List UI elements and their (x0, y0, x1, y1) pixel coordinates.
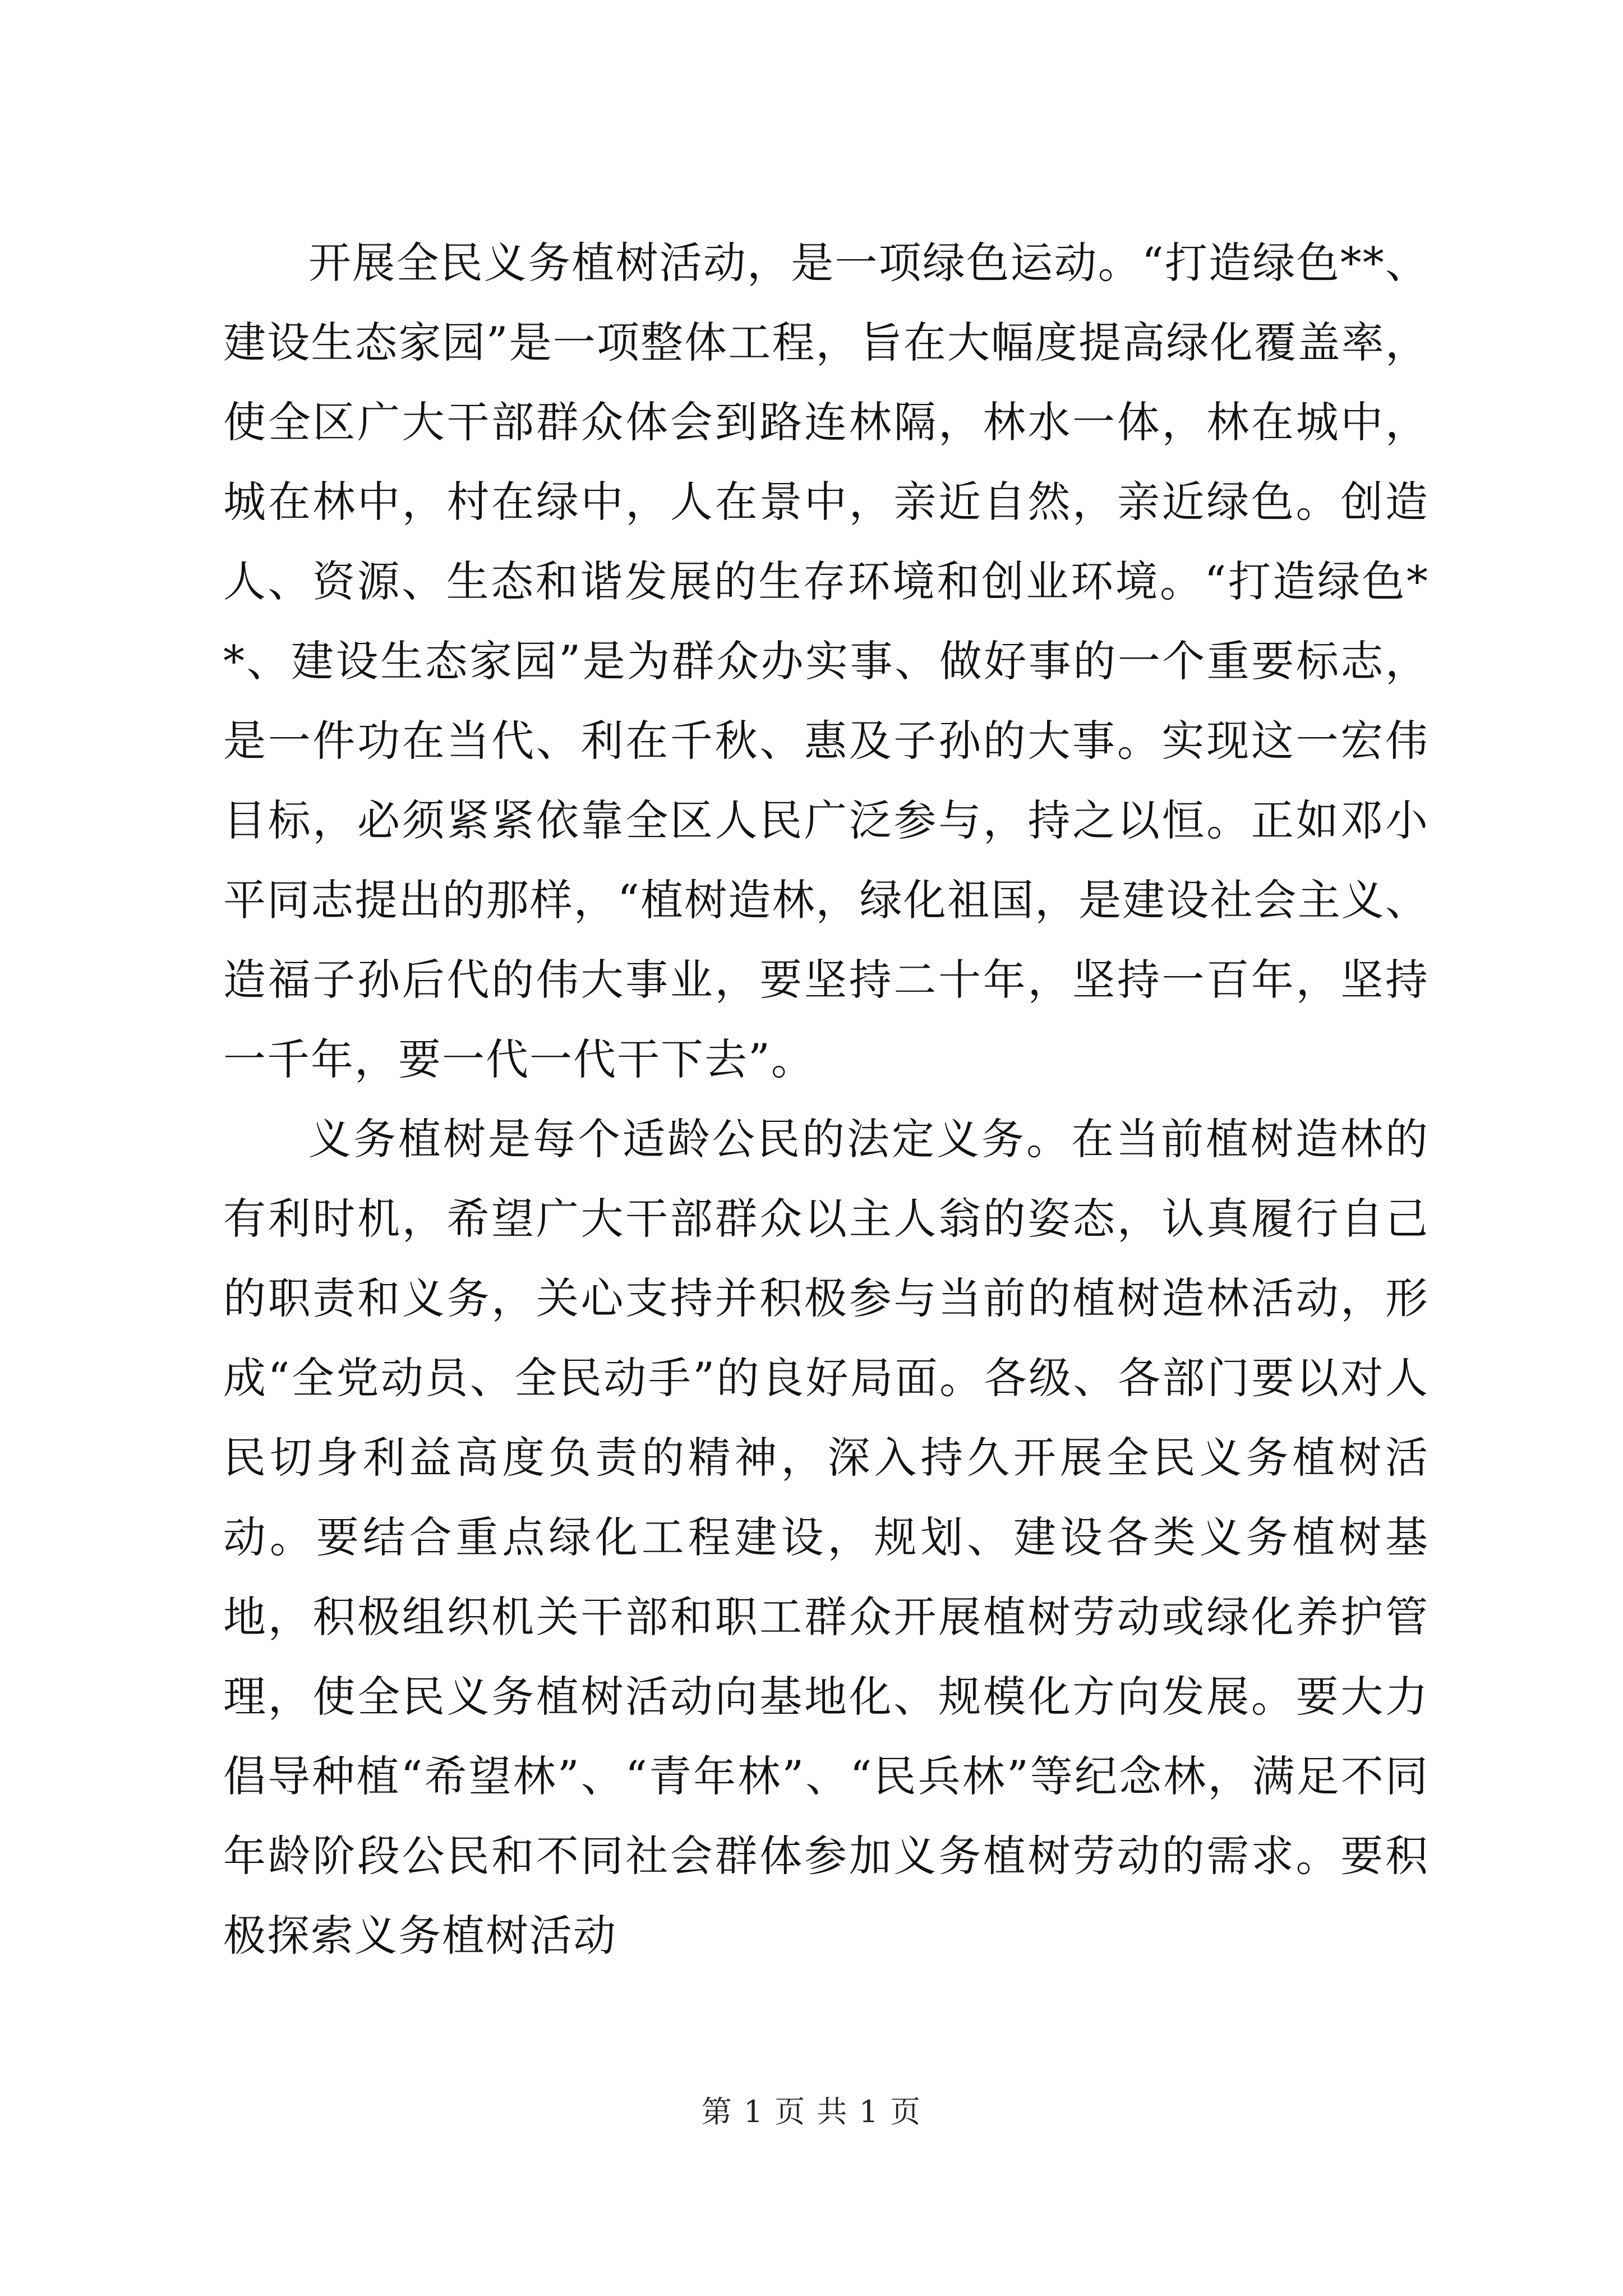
paragraph-1: 开展全民义务植树活动，是一项绿色运动。“打造绿色**、建设生态家园”是一项整体工程，旨在大幅度提高绿化覆盖率，使全区广大干部群众体会到路连林隔，林水一体，林在城中，城在林中，村在绿中，人在景中，亲近自然，亲近绿色。创造人、资源、生态和谐发展的生存环境和创业环境。“打造绿色**、建设生态家园”是为群众办实事、做好事的一个重要标志，是一件功在当代、利在千秋、惠及子孙的大事。实现这一宏伟目标，必须紧紧依靠全区人民广泛参与，持之以恒。正如邓小平同志提出的那样，“植树造林，绿化祖国，是建设社会主义、造福子孙后代的伟大事业，要坚持二十年，坚持一百年，坚持一千年，要一代一代干下去”。 (223, 238, 1429, 1084)
paragraph-2: 义务植树是每个适龄公民的法定义务。在当前植树造林的有利时机，希望广大干部群众以主人翁的姿态，认真履行自己的职责和义务，关心支持并积极参与当前的植树造林活动，形成“全党动员、全民动手”的良好局面。各级、各部门要以对人民切身利益高度负责的精神，深入持久开展全民义务植树活动。要结合重点绿化工程建设，规划、建设各类义务植树基地，积极组织机关干部和职工群众开展植树劳动或绿化养护管理，使全民义务植树活动向基地化、规模化方向发展。要大力倡导种植“希望林”、“青年林”、“民兵林”等纪念林，满足不同年龄阶段公民和不同社会群体参加义务植树劳动的需求。要积极探索义务植树活动 (223, 1114, 1429, 1961)
document-body (223, 223, 1429, 1976)
page-footer: 第 1 页 共 1 页 (701, 2094, 922, 2129)
